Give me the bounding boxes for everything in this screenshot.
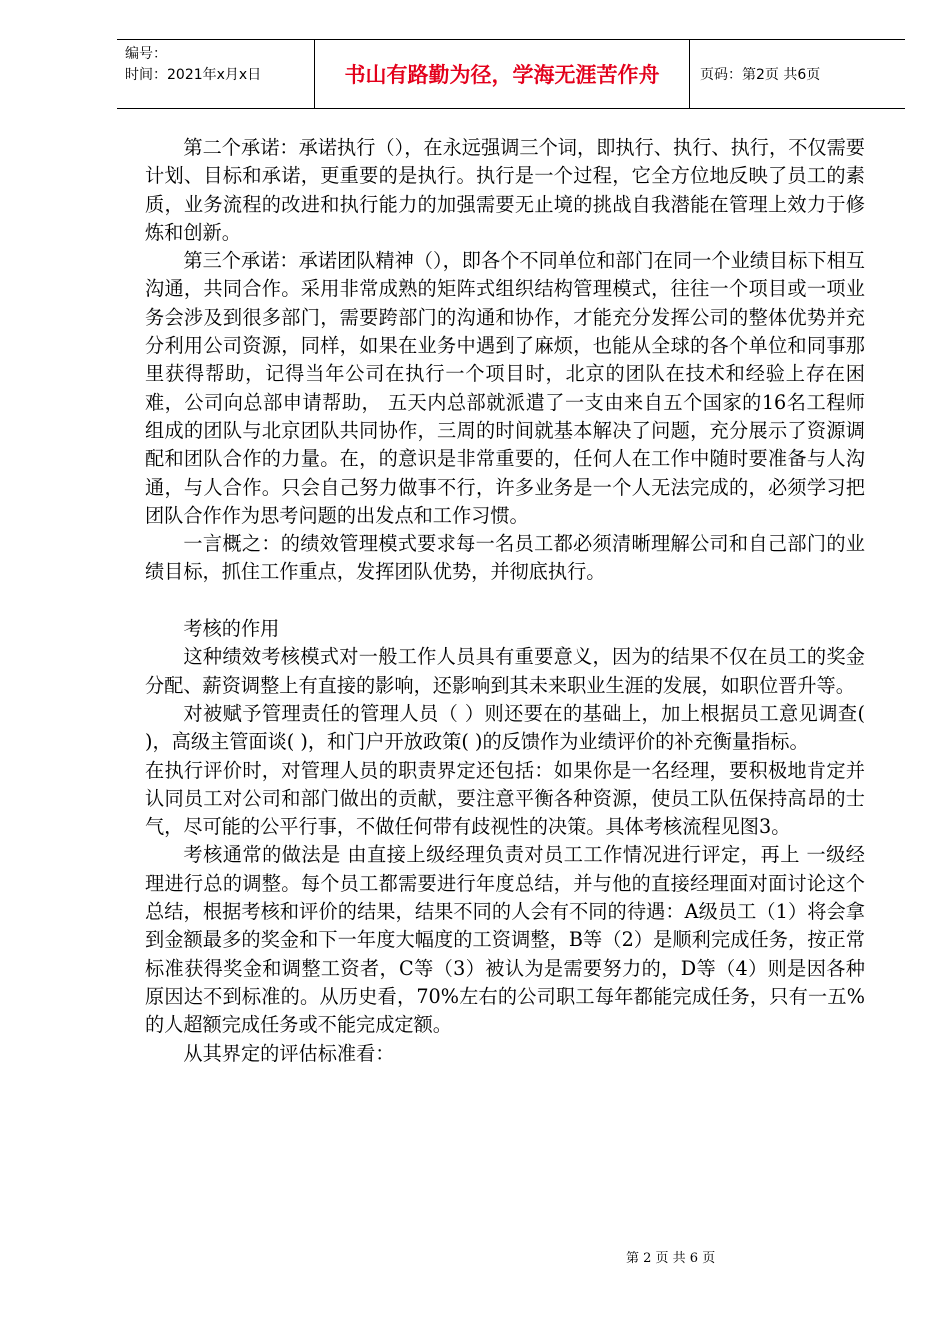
paragraph-evaluation: 在执行评价时，对管理人员的职责界定还包括：如果你是一名经理，要积极地肯定并认同员工对公司和部门做出的贡献，要注意平衡各种资源，使员工队伍保持高昂的士气，尽可能的公平行事，不做任何带有歧视性的决策。具体考核流程见图3。 — [145, 758, 865, 839]
number-label: 编号： — [125, 46, 167, 62]
paragraph-commitment-3: 第三个承诺：承诺团队精神（），即各个不同单位和部门在同一个业绩目标下相互沟通，共同合作。采用非常成熟的矩阵式组织结构管理模式，往往一个项目或一项业务会涉及到很多部门，需要跨部门的沟通和协作，才能充分发挥公司的整体优势并充分利用公司资源，同样，如果在业务中遇到了麻烦，也能从全球的各个单位和同事那里获得帮助，记得当年公司在执行一个项目时，北京的团队在技术和经验上存在困难，公司向总部申请帮助， 五天内总部就派遣了一支由来自五个国家的16名工程师组成的团队与北京团队共同协作，三周的时间就基本解决了问题，充分展示了资源调配和团队合作的力量。在，的意识是非常重要的，任何人在工作中随时要准备与人沟通，与人合作。只会自己努力做事不行，许多业务是一个人无法完成的，必须学习把团队合作作为思考问题的出发点和工作习惯。 — [145, 249, 865, 527]
paragraph-managers: 对被赋予管理责任的管理人员（ ）则还要在的基础上，加上根据员工意见调查( )，高级主管面谈( )，和门户开放政策( )的反馈作为业绩评价的补充衡量指标。 — [145, 701, 865, 754]
header-motto: 书山有路勤为径，学海无涯苦作舟 — [315, 40, 690, 108]
header-meta — [117, 40, 315, 108]
page-header — [117, 39, 905, 109]
paragraph-summary: 一言概之：的绩效管理模式要求每一名员工都必须清晰理解公司和自己部门的业绩目标，抓住工作重点，发挥团队优势，并彻底执行。 — [145, 532, 865, 584]
document-body — [145, 134, 865, 1068]
paragraph-commitment-2: 第二个承诺：承诺执行（），在永远强调三个词，即执行、执行、执行，不仅需要计划、目标和承诺，更重要的是执行。执行是一个过程，它全方位地反映了员工的素质，业务流程的改进和执行能力的加强需要无止境的挑战自我潜能在管理上效力于修炼和创新。 — [145, 136, 865, 244]
paragraph-gap — [145, 587, 865, 615]
paragraph-process: 考核通常的做法是 由直接上级经理负责对员工工作情况进行评定，再上 一级经理进行总的调整。每个员工都需要进行年度总结，并与他的直接经理面对面讨论这个总结，根据考核和评价的结果，结果不同的人会有不同的待遇：A级员工（1）将会拿到金额最多的奖金和下一年度大幅度的工资调整，B等（2）是顺利完成任务，按正常标准获得奖金和调整工资者，C等（3）被认为是需要努力的，D等（4）则是因各种原因达不到标准的。从历史看，70%左右的公司职工每年都能完成任务，只有一五%的人超额完成任务或不能完成定额。 — [145, 843, 865, 1037]
time-label: 时间：2021年x月x日 — [125, 67, 262, 83]
paragraph-criteria: 从其界定的评估标准看： — [183, 1041, 395, 1065]
header-page-label: 页码：第2页 共6页 — [700, 67, 821, 83]
page-footer: 第 2 页 共 6 页 — [626, 1251, 716, 1266]
section-heading: 考核的作用 — [183, 617, 280, 641]
paragraph-importance: 这种绩效考核模式对一般工作人员具有重要意义，因为的结果不仅在员工的奖金分配、薪资调整上有直接的影响，还影响到其未来职业生涯的发展，如职位晋升等。 — [145, 645, 865, 697]
